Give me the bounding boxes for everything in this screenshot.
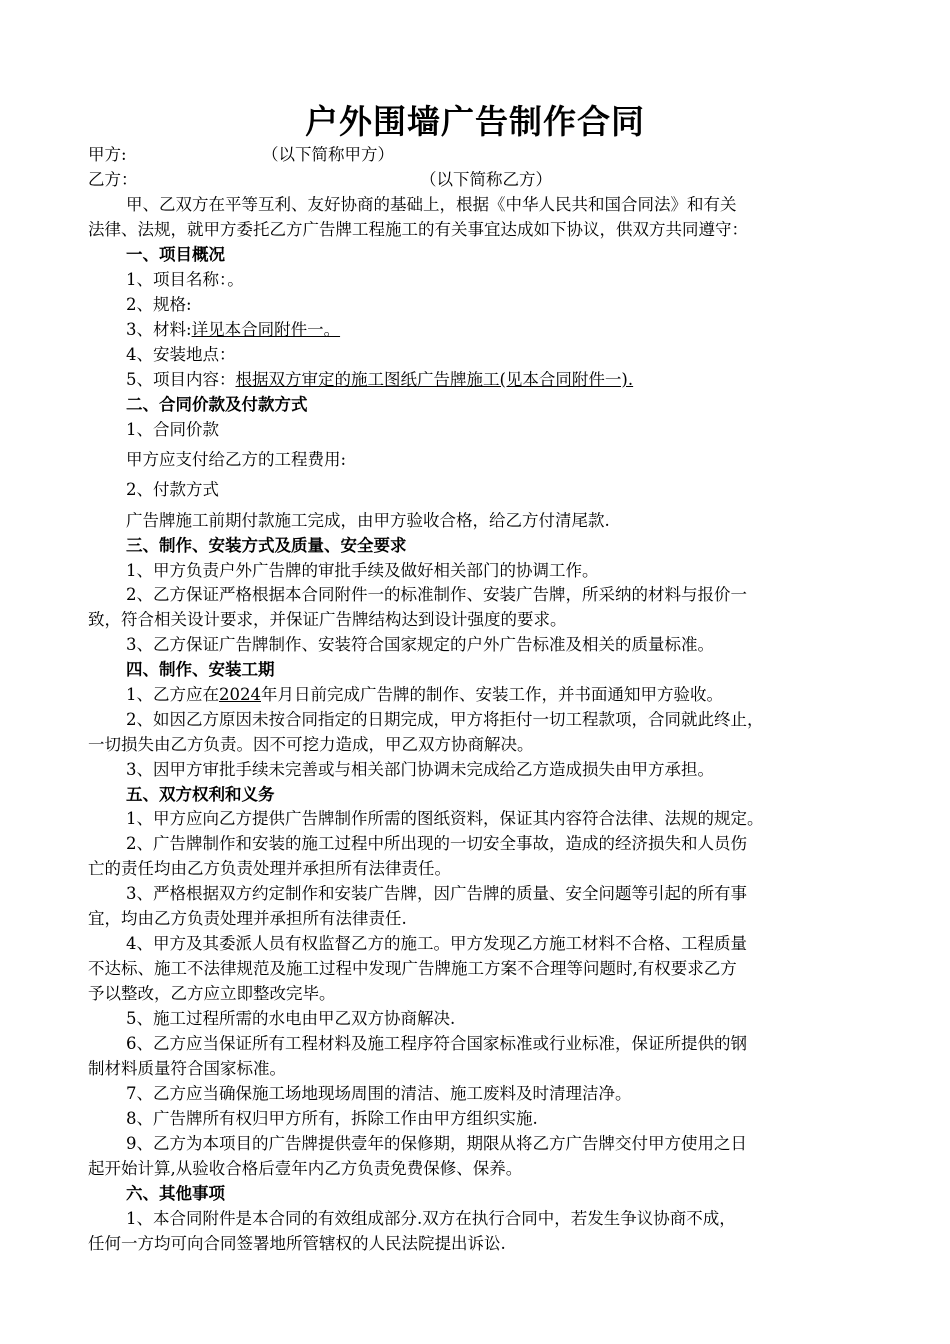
paragraph-line: 6、乙方应当保证所有工程材料及施工程序符合国家标准或行业标准，保证所提供的钢: [126, 1034, 747, 1053]
paragraph-line: 亡的责任均由乙方负责处理并承担所有法律责任。: [88, 859, 451, 878]
project-item: 2、规格:: [126, 295, 192, 314]
paragraph-line: 9、乙方为本项目的广告牌提供壹年的保修期，期限从将乙方广告牌交付甲方使用之日: [126, 1134, 747, 1153]
section-heading: 六、其他事项: [126, 1184, 225, 1203]
section-heading: 五、双方权利和义务: [126, 785, 275, 804]
project-item: 5、项目内容：根据双方审定的施工图纸广告牌施工(见本合同附件一).: [126, 370, 634, 389]
project-item: 3、材料:详见本合同附件一。: [126, 320, 341, 339]
party-a-note: （以下简称甲方）: [262, 145, 394, 164]
paragraph-line: 2、乙方保证严格根据本合同附件一的标准制作、安装广告牌，所采纳的材料与报价一: [126, 585, 747, 604]
paragraph-line: 宜，均由乙方负责处理并承担所有法律责任.: [88, 909, 407, 928]
paragraph-line: 2、如因乙方原因未按合同指定的日期完成，甲方将拒付一切工程款项，合同就此终止，: [126, 710, 764, 729]
section-heading: 四、制作、安装工期: [126, 660, 275, 679]
paragraph-line: 3、因甲方审批手续未完善或与相关部门协调未完成给乙方造成损失由甲方承担。: [126, 760, 714, 779]
section-heading: 三、制作、安装方式及质量、安全要求: [126, 536, 407, 555]
paragraph-line: 予以整改，乙方应立即整改完毕。: [88, 984, 336, 1003]
paragraph-line: 制材料质量符合国家标准。: [88, 1059, 286, 1078]
paragraph-line: 8、广告牌所有权归甲方所有，拆除工作由甲方组织实施.: [126, 1109, 538, 1128]
paragraph-line: 1、乙方应在2024年月日前完成广告牌的制作、安装工作，并书面通知甲方验收。: [126, 685, 723, 704]
project-item: 1、项目名称：。: [126, 270, 244, 289]
paragraph-line: 广告牌施工前期付款施工完成，由甲方验收合格，给乙方付清尾款.: [126, 511, 610, 530]
paragraph-line: 致，符合相关设计要求，并保证广告牌结构达到设计强度的要求。: [88, 610, 567, 629]
paragraph-line: 甲方应支付给乙方的工程费用:: [126, 450, 347, 469]
paragraph-line: 3、严格根据双方约定制作和安装广告牌，因广告牌的质量、安全问题等引起的所有事: [126, 884, 747, 903]
paragraph-line: 任何一方均可向合同签署地所管辖权的人民法院提出诉讼.: [88, 1234, 506, 1253]
paragraph-line: 2、广告牌制作和安装的施工过程中所出现的一切安全事故，造成的经济损失和人员伤: [126, 834, 747, 853]
party-a-label: 甲方:: [88, 145, 127, 164]
paragraph-line: 1、甲方负责户外广告牌的审批手续及做好相关部门的协调工作。: [126, 561, 599, 580]
paragraph-line: 1、本合同附件是本合同的有效组成部分.双方在执行合同中，若发生争议协商不成，: [126, 1209, 736, 1228]
paragraph-line: 一切损失由乙方负责。因不可挖力造成，甲乙双方协商解决。: [88, 735, 534, 754]
paragraph-line: 3、乙方保证广告牌制作、安装符合国家规定的户外广告标准及相关的质量标准。: [126, 635, 714, 654]
paragraph-line: 2、付款方式: [126, 480, 219, 499]
deadline-year: 2024: [219, 685, 261, 704]
paragraph-line: 4、甲方及其委派人员有权监督乙方的施工。甲方发现乙方施工材料不合格、工程质量: [126, 934, 747, 953]
party-b-note: （以下简称乙方）: [420, 170, 552, 189]
intro-line: 甲、乙双方在平等互利、友好协商的基础上，根据《中华人民共和国合同法》和有关: [126, 195, 737, 214]
paragraph-line: 7、乙方应当确保施工场地现场周围的清洁、施工废料及时清理洁净。: [126, 1084, 632, 1103]
party-b-label: 乙方：: [88, 170, 138, 189]
intro-line: 法律、法规，就甲方委托乙方广告牌工程施工的有关事宜达成如下协议，供双方共同遵守：: [88, 220, 748, 239]
paragraph-line: 起开始计算,从验收合格后壹年内乙方负责免费保修、保养。: [88, 1159, 523, 1178]
document-title: 户外围墙广告制作合同: [305, 102, 645, 141]
section-heading: 一、项目概况: [126, 245, 225, 264]
section-heading: 二、合同价款及付款方式: [126, 395, 308, 414]
paragraph-line: 不达标、施工不法律规范及施工过程中发现广告牌施工方案不合理等问题时,有权要求乙方: [88, 959, 737, 978]
paragraph-line: 1、甲方应向乙方提供广告牌制作所需的图纸资料，保证其内容符合法律、法规的规定。: [126, 809, 764, 828]
paragraph-line: 1、合同价款: [126, 420, 219, 439]
project-item: 4、安装地点：: [126, 345, 236, 364]
paragraph-line: 5、施工过程所需的水电由甲乙双方协商解决.: [126, 1009, 456, 1028]
